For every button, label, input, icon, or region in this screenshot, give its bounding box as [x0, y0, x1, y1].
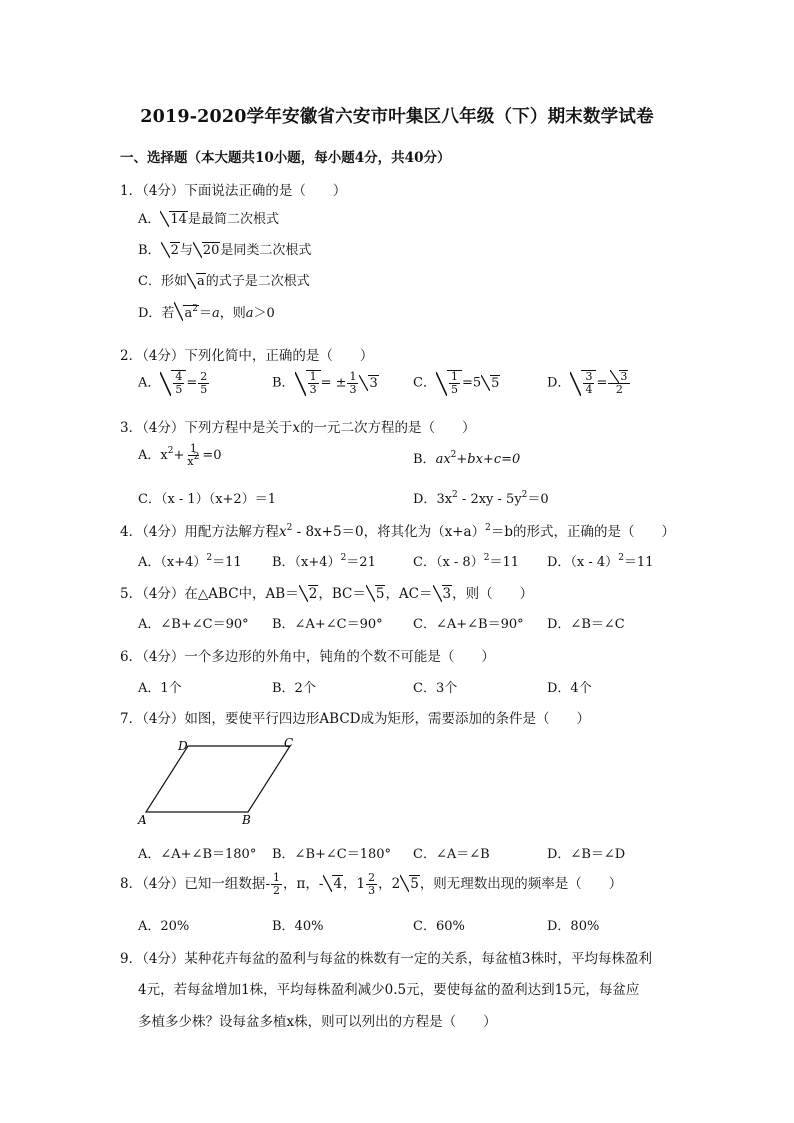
page-title: 2019-2020学年安徽省六安市叶集区八年级（下）期末数学试卷	[140, 107, 654, 127]
vertex-c-label: C	[284, 736, 294, 750]
question-4-option-c: C．（x - 8）$^2$＝11	[413, 553, 519, 570]
question-2-stem: 2．（4分）下列化简中，正确的是（ ）	[120, 348, 374, 364]
question-1-option-c: C．形如 a的式子是二次根式	[138, 274, 310, 289]
question-7-option-a: A．∠A+∠B＝180°	[138, 847, 257, 862]
question-3-stem: 3．（4分）下列方程中是关于x的一元二次方程的是（ ）	[120, 420, 476, 436]
question-6-option-a: A．1个	[138, 681, 182, 696]
question-9-line-3: 多植多少株？设每盆多植x株，则可以列出的方程是（ ）	[138, 1014, 497, 1030]
question-5-option-b: B．∠A+∠C＝90°	[272, 617, 383, 632]
question-6-option-d: D．4个	[547, 681, 592, 696]
question-5-option-c: C．∠A+∠B＝90°	[413, 617, 524, 632]
question-7-option-c: C．∠A＝∠B	[413, 847, 490, 862]
question-2-option-c: C． $\frac{1}{5}$ =5 5	[413, 370, 500, 396]
question-1-option-b: B． 2与 20是同类二次根式	[138, 243, 312, 258]
question-4-option-a: A．$(x+4)^2=11$	[138, 553, 242, 570]
vertex-b-label: B	[242, 813, 251, 826]
question-4-option-b: B．$(x+4)^2=21$	[272, 553, 376, 570]
question-3-option-d: D．$3x^2 - 2xy - 5y^2=0$	[413, 490, 549, 507]
question-8-option-b: B．40%	[272, 919, 324, 934]
section-heading: 一、选择题（本大题共10小题，每小题4分，共40分）	[120, 150, 451, 166]
question-7-option-d: D．∠B＝∠D	[547, 847, 626, 862]
vertex-a-label: A	[138, 813, 147, 826]
question-3-option-b: B．$ax^2+bx+c=0$	[413, 450, 521, 467]
question-5-stem: 5．（4分）在△ABC中，AB＝ 2，BC＝ 5，AC＝ 3，则（ ）	[120, 586, 534, 602]
question-4-stem: 4．（4分）用配方法解方程$x^2 - 8x+5=0$，将其化为$(x+a)^2=b$的形式，正确的是（ ）	[120, 523, 675, 540]
question-8-option-c: C．60%	[413, 919, 465, 934]
question-2-option-b: B． $\frac{1}{3}$ = ± $\frac{1}{3}$ 3	[272, 369, 378, 396]
question-5-option-d: D．∠B＝∠C	[547, 617, 625, 632]
vertex-d-label: D	[178, 739, 188, 753]
question-8-stem: 8．（4分）已知一组数据- $\frac{1}{2}$ ，π，- 4，1 $\frac{2}{3}$ ，2 5，则无理数出现的频率是（ ）	[120, 871, 623, 897]
question-6-stem: 6．（4分）一个多边形的外角中，钝角的个数不可能是（ ）	[120, 649, 495, 665]
question-9-line-1: 9．（4分）某种花卉每盆的盈利与每盆的株数有一定的关系，每盆植3株时，平均每株盈利	[120, 951, 653, 967]
parallelogram-abcd	[146, 746, 290, 812]
question-1-option-d: D．若 $a^2=a$，则a＞0	[138, 304, 275, 321]
question-5-option-a: A．∠B+∠C＝90°	[138, 617, 249, 632]
question-1-option-a: A． 14是最简二次根式	[138, 212, 279, 227]
parallelogram-figure	[130, 734, 310, 826]
question-2-option-d: D． $\frac{3}{4}$ = $\frac{3}{2}$	[547, 370, 631, 396]
question-2-option-a: A． $\frac{4}{5}$ = $\frac{2}{5}$	[138, 369, 208, 396]
question-7-option-b: B．∠B+∠C＝180°	[272, 847, 392, 862]
question-6-option-c: C．3个	[413, 681, 458, 696]
question-3-option-c: C．（x - 1）（x+2）＝1	[138, 492, 276, 507]
question-8-option-d: D．80%	[547, 919, 600, 934]
question-7-stem: 7．（4分）如图，要使平行四边形ABCD成为矩形，需要添加的条件是（ ）	[120, 711, 591, 727]
question-4-option-d: D．（x - 4）$^2$＝11	[547, 553, 654, 570]
question-8-option-a: A．20%	[138, 919, 190, 934]
question-1-stem: 1．（4分）下面说法正确的是（ ）	[120, 183, 347, 199]
question-9-line-2: 4元，若每盆增加1株，平均每株盈利减少0.5元，要使每盆的盈利达到15元，每盆应	[138, 982, 640, 998]
question-3-option-a: A．$x^2+$ $\frac{1}{x^2}$ =0	[138, 442, 222, 468]
question-6-option-b: B．2个	[272, 681, 316, 696]
